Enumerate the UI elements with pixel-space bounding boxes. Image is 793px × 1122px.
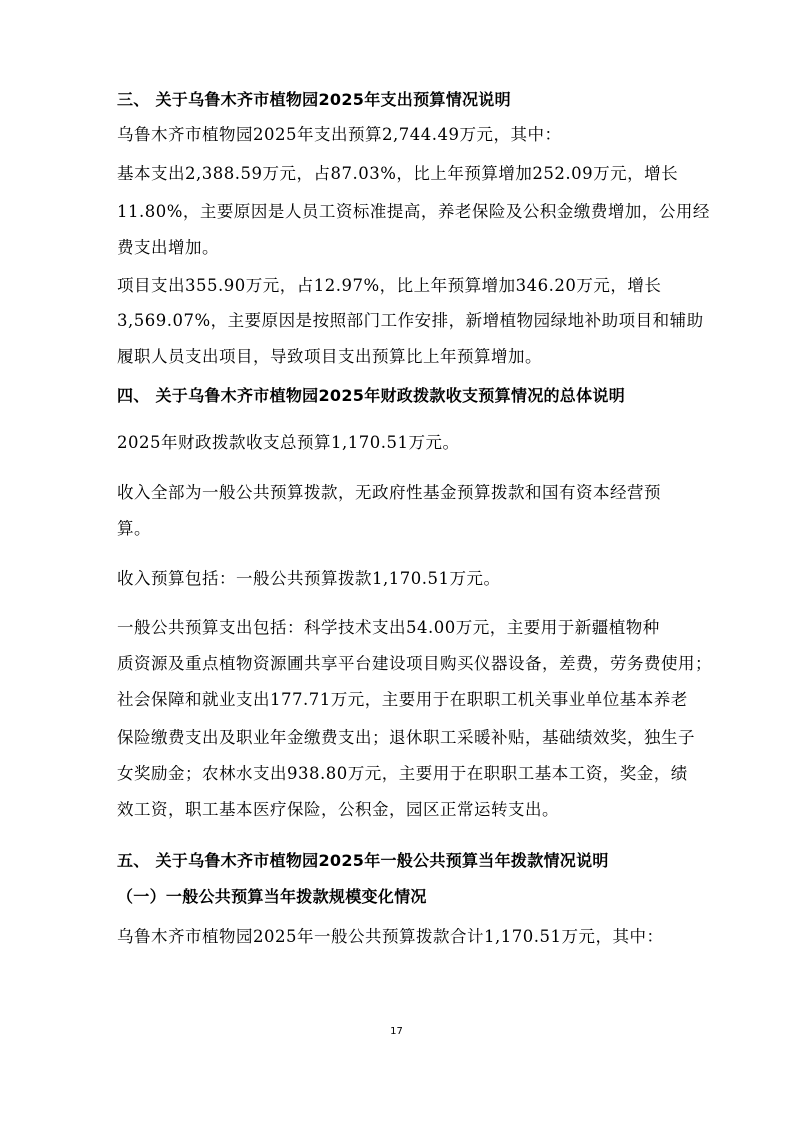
section-4-paragraph-4-line-1: 一般公共预算支出包括：科学技术支出54.00万元，主要用于新疆植物种 (117, 618, 660, 637)
section-3-paragraph-2-line-1: 基本支出2,388.59万元，占87.03%，比上年预算增加252.09万元，增长 (117, 164, 679, 183)
section-5-subheading: （一）一般公共预算当年拨款规模变化情况 (117, 887, 427, 906)
section-4-paragraph-3: 收入预算包括：一般公共预算拨款1,170.51万元。 (117, 569, 501, 588)
section-4-paragraph-4-line-2: 质资源及重点植物资源圃共享平台建设项目购买仪器设备，差费，劳务费使用； (117, 654, 712, 673)
section-5-paragraph-1: 乌鲁木齐市植物园2025年一般公共预算拨款合计1,170.51万元，其中： (117, 927, 664, 946)
section-4-paragraph-1: 2025年财政拨款收支总预算1,170.51万元。 (117, 433, 460, 452)
section-4-paragraph-4-line-3: 社会保障和就业支出177.71万元，主要用于在职职工机关事业单位基本养老 (117, 690, 688, 709)
section-3-heading: 三、 关于乌鲁木齐市植物园2025年支出预算情况说明 (117, 90, 511, 109)
section-4-paragraph-4-line-4: 保险缴费支出及职业年金缴费支出；退休职工采暖补贴，基础绩效奖，独生子 (117, 728, 695, 747)
section-4-paragraph-2-line-1: 收入全部为一般公共预算拨款，无政府性基金预算拨款和国有资本经营预 (117, 483, 661, 502)
page-number: 17 (390, 1026, 403, 1037)
section-5-heading: 五、 关于乌鲁木齐市植物园2025年一般公共预算当年拨款情况说明 (117, 851, 609, 870)
section-4-paragraph-2-line-2: 算。 (117, 519, 151, 538)
section-3-paragraph-3-line-3: 履职人员支出项目，导致项目支出预算比上年预算增加。 (117, 347, 542, 366)
section-3-paragraph-3-line-2: 3,569.07%，主要原因是按照部门工作安排，新增植物园绿地补助项目和辅助 (117, 311, 704, 330)
section-4-paragraph-4-line-6: 效工资，职工基本医疗保险，公积金，园区正常运转支出。 (117, 800, 559, 819)
section-4-paragraph-4-line-5: 女奖励金；农林水支出938.80万元，主要用于在职职工基本工资，奖金，绩 (117, 764, 688, 783)
section-3-paragraph-3-line-1: 项目支出355.90万元，占12.97%，比上年预算增加346.20万元，增长 (117, 276, 662, 295)
section-3-paragraph-2-line-3: 费支出增加。 (117, 238, 219, 257)
section-3-paragraph-2-line-2: 11.80%，主要原因是人员工资标准提高，养老保险及公积金缴费增加，公用经 (117, 202, 710, 221)
section-4-heading: 四、 关于乌鲁木齐市植物园2025年财政拨款收支预算情况的总体说明 (117, 386, 626, 405)
section-3-paragraph-1: 乌鲁木齐市植物园2025年支出预算2,744.49万元，其中： (117, 125, 562, 144)
